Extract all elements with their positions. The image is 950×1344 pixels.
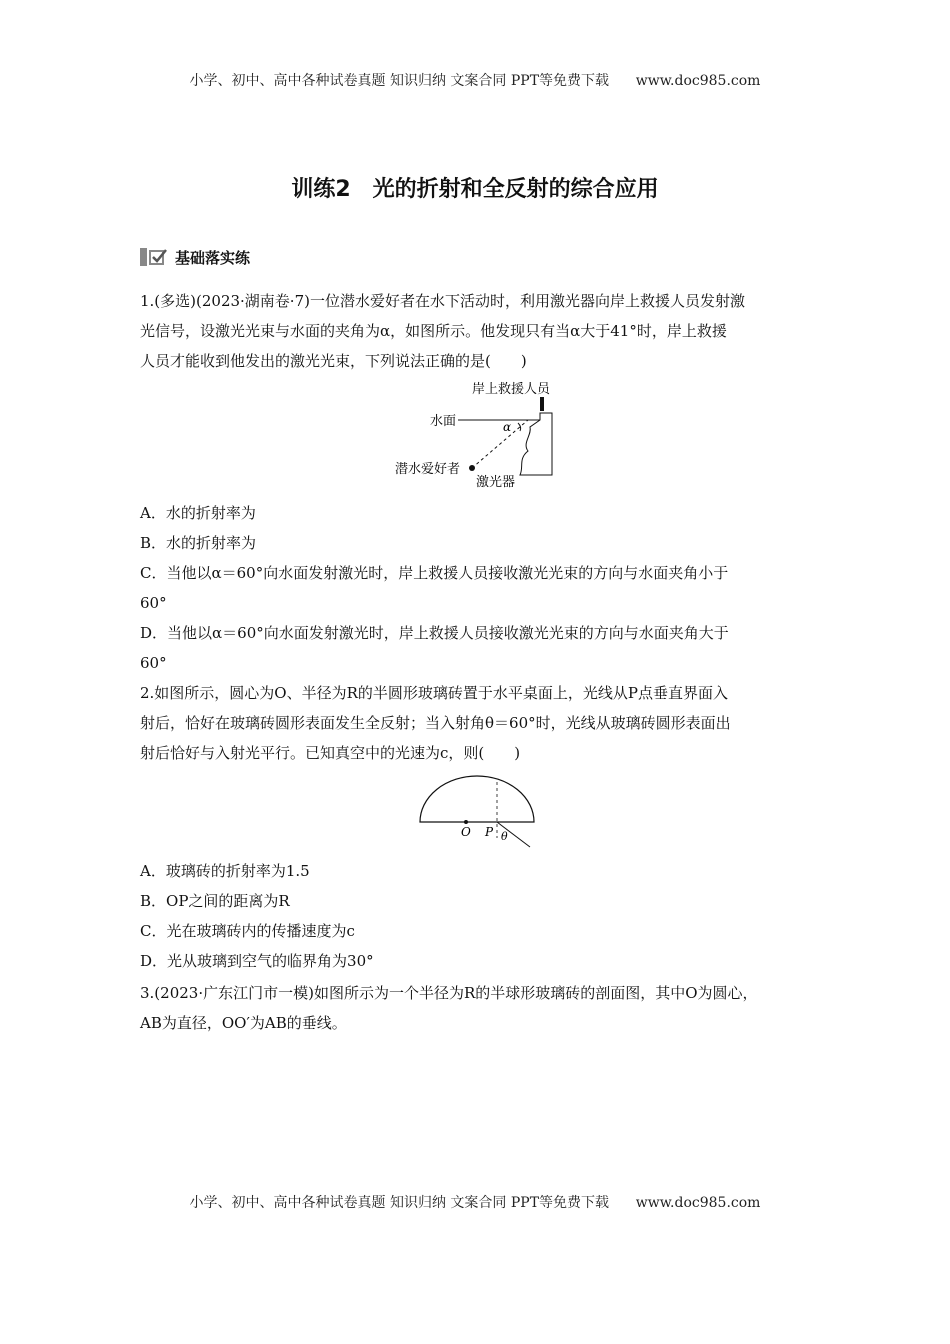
shore-shape — [520, 413, 552, 475]
q1-label-laser: 激光器 — [476, 475, 516, 490]
page-header — [0, 70, 950, 90]
q2-option-d: D．光从玻璃到空气的临界角为30° — [140, 952, 374, 970]
q1-option-c-cont: 60° — [140, 594, 167, 612]
footer-text: 小学、初中、高中各种试卷真题 知识归纳 文案合同 PPT等免费下载 — [189, 1195, 610, 1211]
q1-option-b: B．水的折射率为 — [140, 534, 257, 552]
q1-figure — [390, 375, 570, 490]
q1-label-alpha: α — [503, 420, 512, 434]
q1-label-diver: 潜水爱好者 — [395, 462, 461, 477]
rescuer-icon — [540, 397, 544, 411]
page-footer — [0, 1192, 950, 1212]
q3-line-2: AB为直径，OO′为AB的垂线。 — [140, 1014, 347, 1032]
q1-option-a: A．水的折射率为 — [140, 504, 256, 522]
section-heading — [140, 244, 250, 270]
q2-label-p: P — [485, 825, 494, 839]
q2-option-b: B．OP之间的距离为R — [140, 892, 290, 910]
checkbox-icon — [149, 248, 167, 266]
q3-line-1: 3.(2023·广东江门市一模)如图所示为一个半径为R的半球形玻璃砖的剖面图，其中O为圆心， — [140, 984, 758, 1002]
q2-figure — [412, 772, 542, 850]
q2-line-1: 2.如图所示，圆心为O、半径为R的半圆形玻璃砖置于水平桌面上，光线从P点垂直界面入 — [140, 684, 728, 702]
q2-line-2: 射后，恰好在玻璃砖圆形表面发生全反射；当入射角θ＝60°时，光线从玻璃砖圆形表面出 — [140, 714, 731, 732]
q1-option-d: D．当他以α＝60°向水面发射激光时，岸上救援人员接收激光光束的方向与水面夹角大于 — [140, 624, 729, 642]
q1-option-c: C．当他以α＝60°向水面发射激光时，岸上救援人员接收激光光束的方向与水面夹角小于 — [140, 564, 729, 582]
q2-label-theta: θ — [501, 830, 508, 843]
page-title: 训练2 光的折射和全反射的综合应用 — [291, 177, 659, 202]
q1-label-water: 水面 — [430, 414, 457, 429]
footer-site: www.doc985.com — [635, 1195, 761, 1211]
q1-line-3: 人员才能收到他发出的激光光束，下列说法正确的是( ) — [140, 352, 527, 370]
q2-label-o: O — [461, 825, 471, 839]
q1-label-rescuer: 岸上救援人员 — [472, 382, 551, 397]
q2-option-a: A．玻璃砖的折射率为1.5 — [140, 862, 310, 880]
header-site: www.doc985.com — [635, 73, 761, 89]
q1-line-1: 1.(多选)(2023·湖南卷·7)一位潜水爱好者在水下活动时，利用激光器向岸上救援人员发射激 — [140, 292, 745, 310]
section-bar-icon — [140, 248, 147, 266]
section-label: 基础落实练 — [175, 248, 251, 267]
q1-option-d-cont: 60° — [140, 654, 167, 672]
header-text: 小学、初中、高中各种试卷真题 知识归纳 文案合同 PPT等免费下载 — [189, 73, 610, 89]
q2-line-3: 射后恰好与入射光平行。已知真空中的光速为c，则( ) — [140, 744, 521, 762]
q1-line-2: 光信号，设激光光束与水面的夹角为α，如图所示。他发现只有当α大于41°时，岸上救援 — [140, 322, 727, 340]
laser-dot — [469, 465, 475, 471]
semicircle-shape — [420, 776, 534, 822]
q2-option-c: C．光在玻璃砖内的传播速度为c — [140, 922, 355, 940]
